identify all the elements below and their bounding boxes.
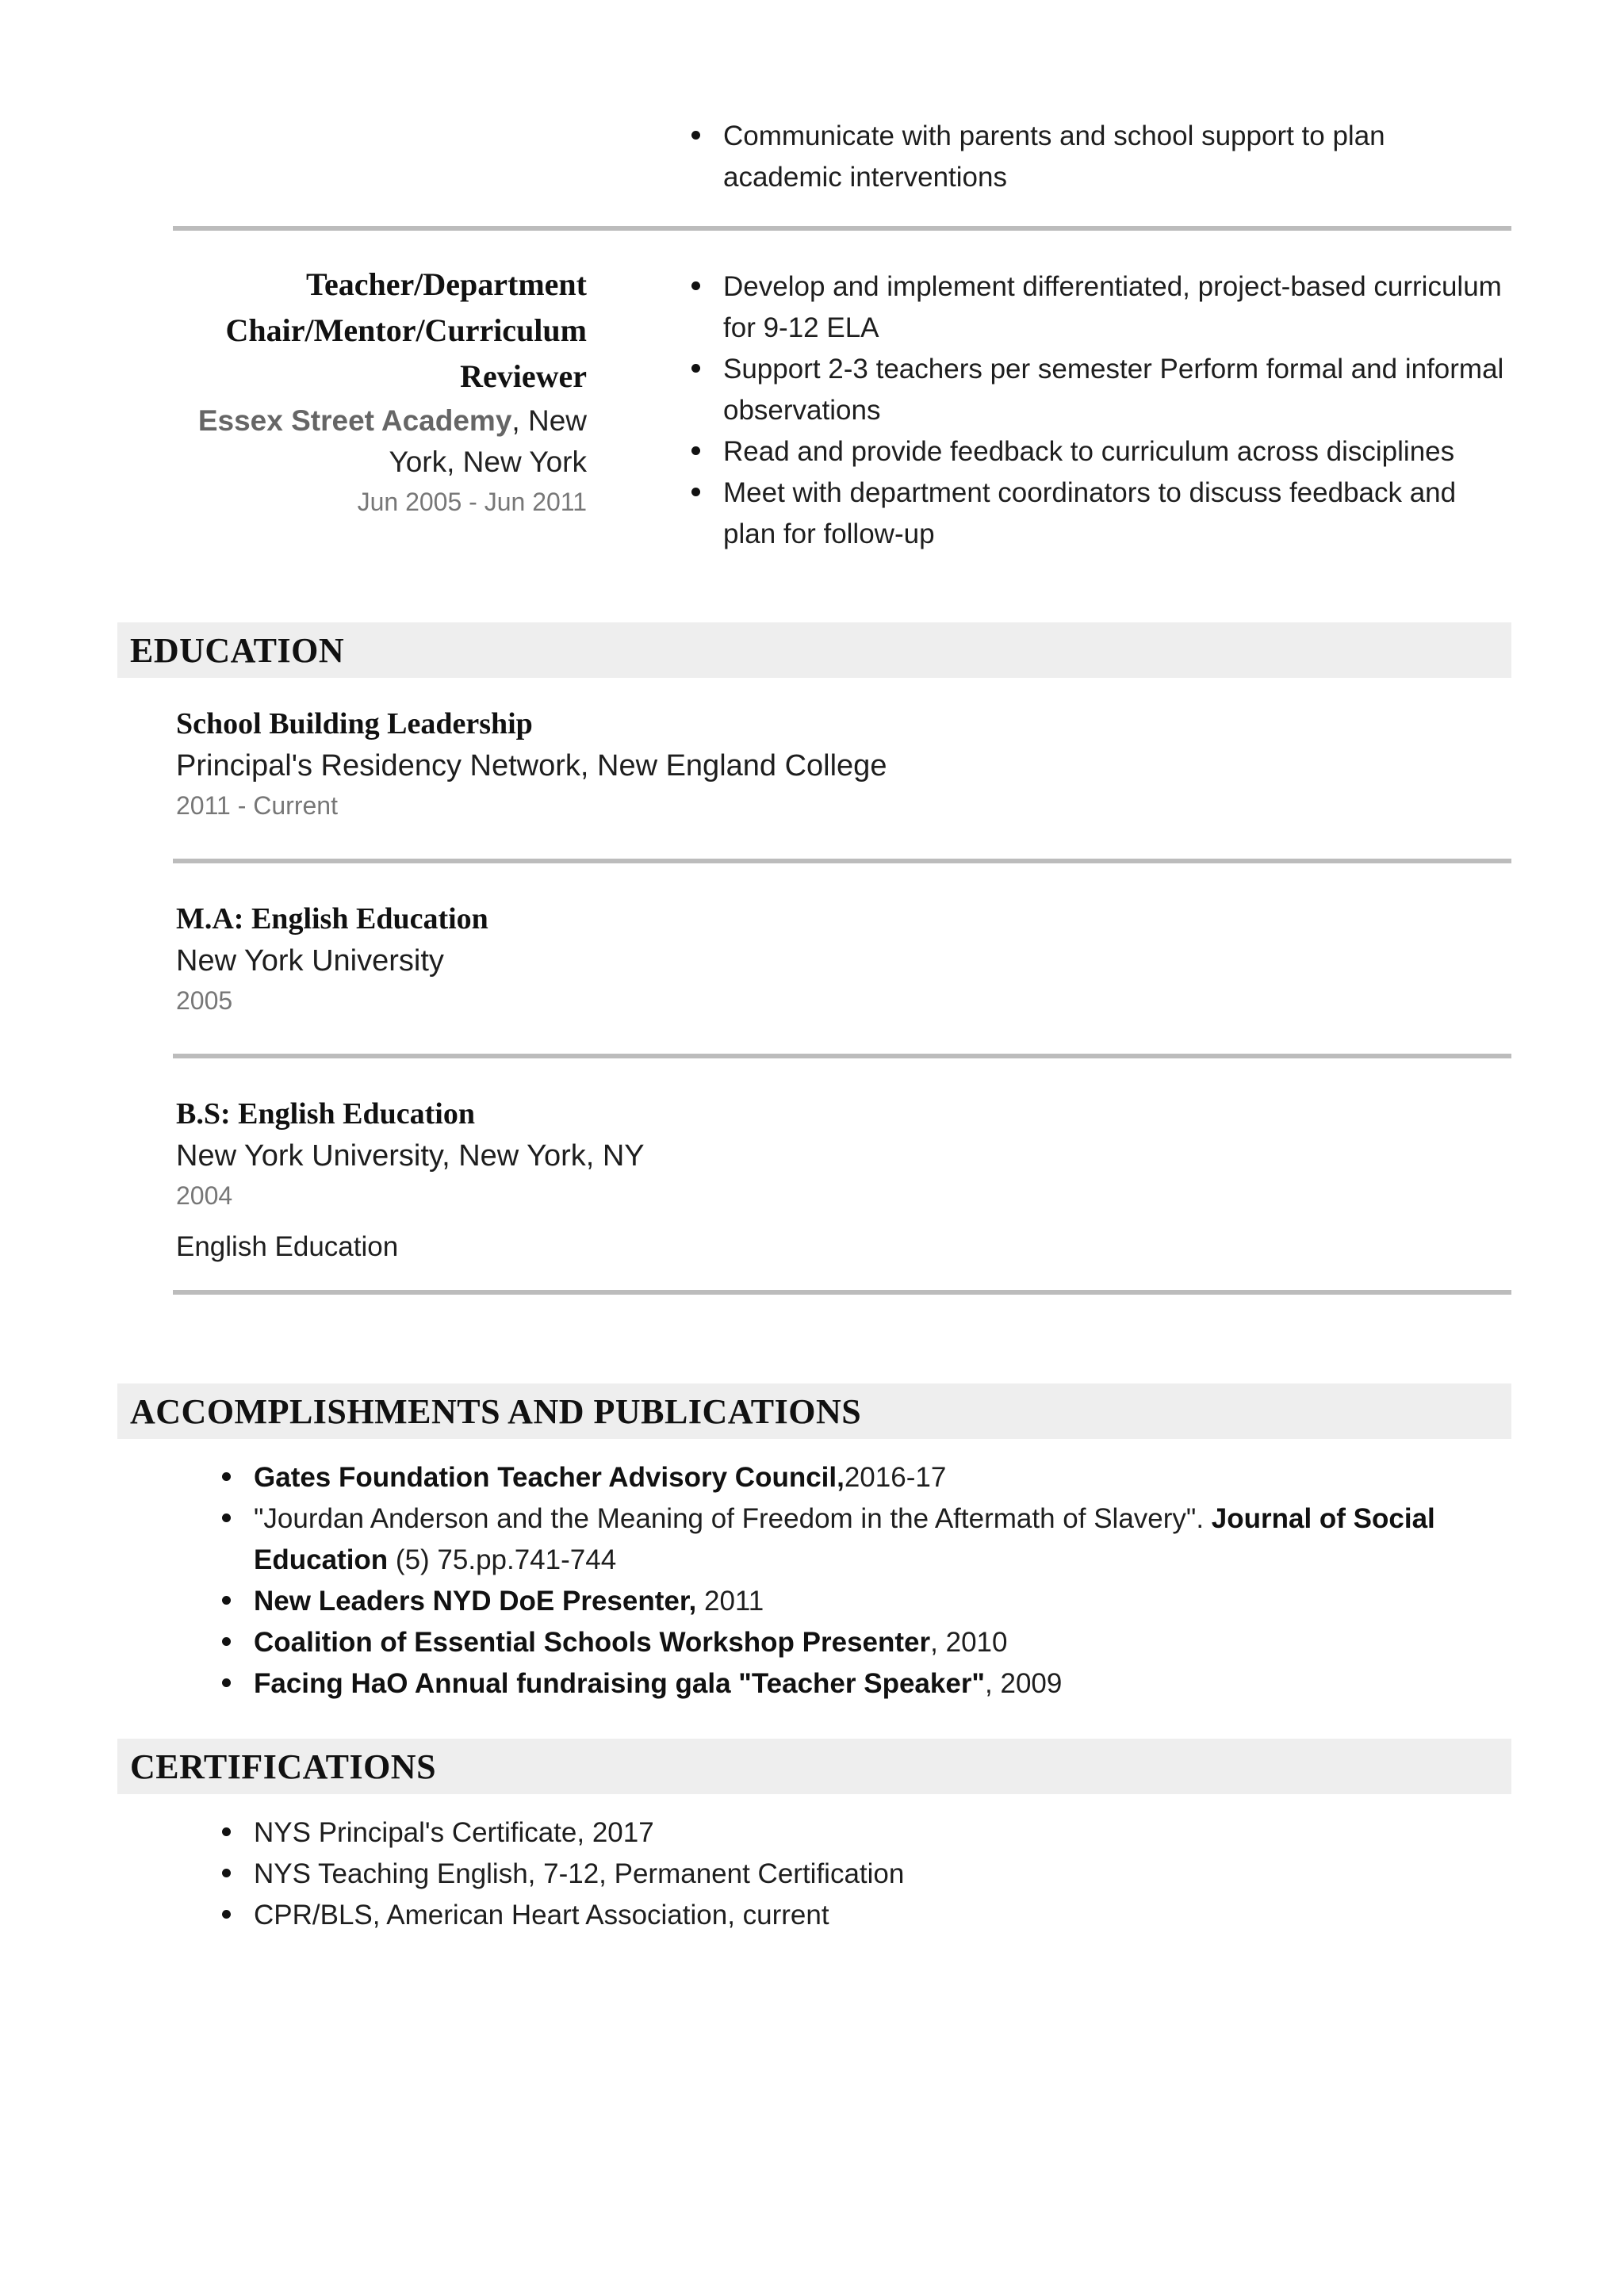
list-item: Communicate with parents and school support to plan academic interventions [723, 116, 1484, 198]
school: New York University [176, 944, 444, 978]
school: New York University, New York, NY [176, 1139, 645, 1173]
education-note: English Education [176, 1231, 399, 1262]
list-item: Coalition of Essential Schools Workshop Presenter, 2010 [254, 1622, 1491, 1663]
divider [173, 859, 1511, 863]
education-entry [176, 897, 1445, 1020]
job-bullets [723, 266, 1508, 555]
location: , New [511, 404, 587, 437]
bullet-icon [222, 1596, 231, 1605]
divider [173, 1290, 1511, 1295]
section-title: CERTIFICATIONS [130, 1747, 437, 1786]
education-section-header [117, 622, 1511, 678]
bullet-icon [222, 1678, 231, 1687]
accomplishments-section-header [117, 1383, 1511, 1439]
list-item: New Leaders NYD DoE Presenter, 2011 [254, 1581, 1491, 1622]
education-entry [176, 702, 1445, 825]
list-item: CPR/BLS, American Heart Association, current [254, 1895, 1491, 1936]
accomplishments-list [254, 1457, 1491, 1705]
bullet-icon [691, 446, 700, 455]
bullet-icon [691, 488, 700, 496]
job-company-location [174, 400, 587, 442]
bullet-icon [691, 131, 700, 140]
job-dates: Jun 2005 - Jun 2011 [357, 488, 587, 516]
education-entry [176, 1092, 1445, 1268]
list-item: "Jourdan Anderson and the Meaning of Freedom in the Aftermath of Slavery". Journal of Social Education (5) 75.pp.741-744 [254, 1498, 1491, 1581]
certifications-list [254, 1812, 1491, 1936]
company-name: Essex Street Academy [197, 404, 512, 437]
degree: School Building Leadership [176, 707, 533, 740]
list-item: Gates Foundation Teacher Advisory Council,2016-17 [254, 1457, 1491, 1498]
experience-previous-job [723, 116, 1484, 198]
degree: B.S: English Education [176, 1097, 475, 1131]
certifications-section-header [117, 1739, 1511, 1794]
section-title: EDUCATION [130, 631, 345, 670]
school: Principal's Residency Network, New England College [176, 749, 887, 783]
bullet-icon [222, 1827, 231, 1836]
location-line2: York, New York [389, 446, 587, 478]
date: 2011 - Current [176, 791, 338, 820]
job-title: Teacher/Department Chair/Mentor/Curriculum Reviewer [225, 266, 587, 394]
date: 2005 [176, 986, 233, 1015]
bullet-icon [691, 281, 700, 290]
bullet-icon [222, 1637, 231, 1646]
list-item: Read and provide feedback to curriculum across disciplines [723, 431, 1508, 473]
bullet-icon [222, 1513, 231, 1522]
divider [173, 1054, 1511, 1058]
bullet-icon [222, 1472, 231, 1481]
list-item: NYS Teaching English, 7-12, Permanent Certification [254, 1854, 1491, 1895]
bullet-icon [222, 1910, 231, 1919]
divider [173, 226, 1511, 231]
list-item: Meet with department coordinators to discuss feedback and plan for follow-up [723, 473, 1508, 555]
list-item: Facing HaO Annual fundraising gala "Teacher Speaker", 2009 [254, 1663, 1491, 1705]
bullet-icon [222, 1869, 231, 1877]
section-title: ACCOMPLISHMENTS AND PUBLICATIONS [130, 1392, 862, 1431]
bullet-icon [691, 364, 700, 373]
list-item: NYS Principal's Certificate, 2017 [254, 1812, 1491, 1854]
list-item: Develop and implement differentiated, project-based curriculum for 9-12 ELA [723, 266, 1508, 349]
job-header [174, 262, 587, 522]
list-item: Support 2-3 teachers per semester Perform formal and informal observations [723, 349, 1508, 431]
previous-job-bullets [723, 116, 1484, 198]
degree: M.A: English Education [176, 902, 488, 936]
date: 2004 [176, 1181, 233, 1210]
